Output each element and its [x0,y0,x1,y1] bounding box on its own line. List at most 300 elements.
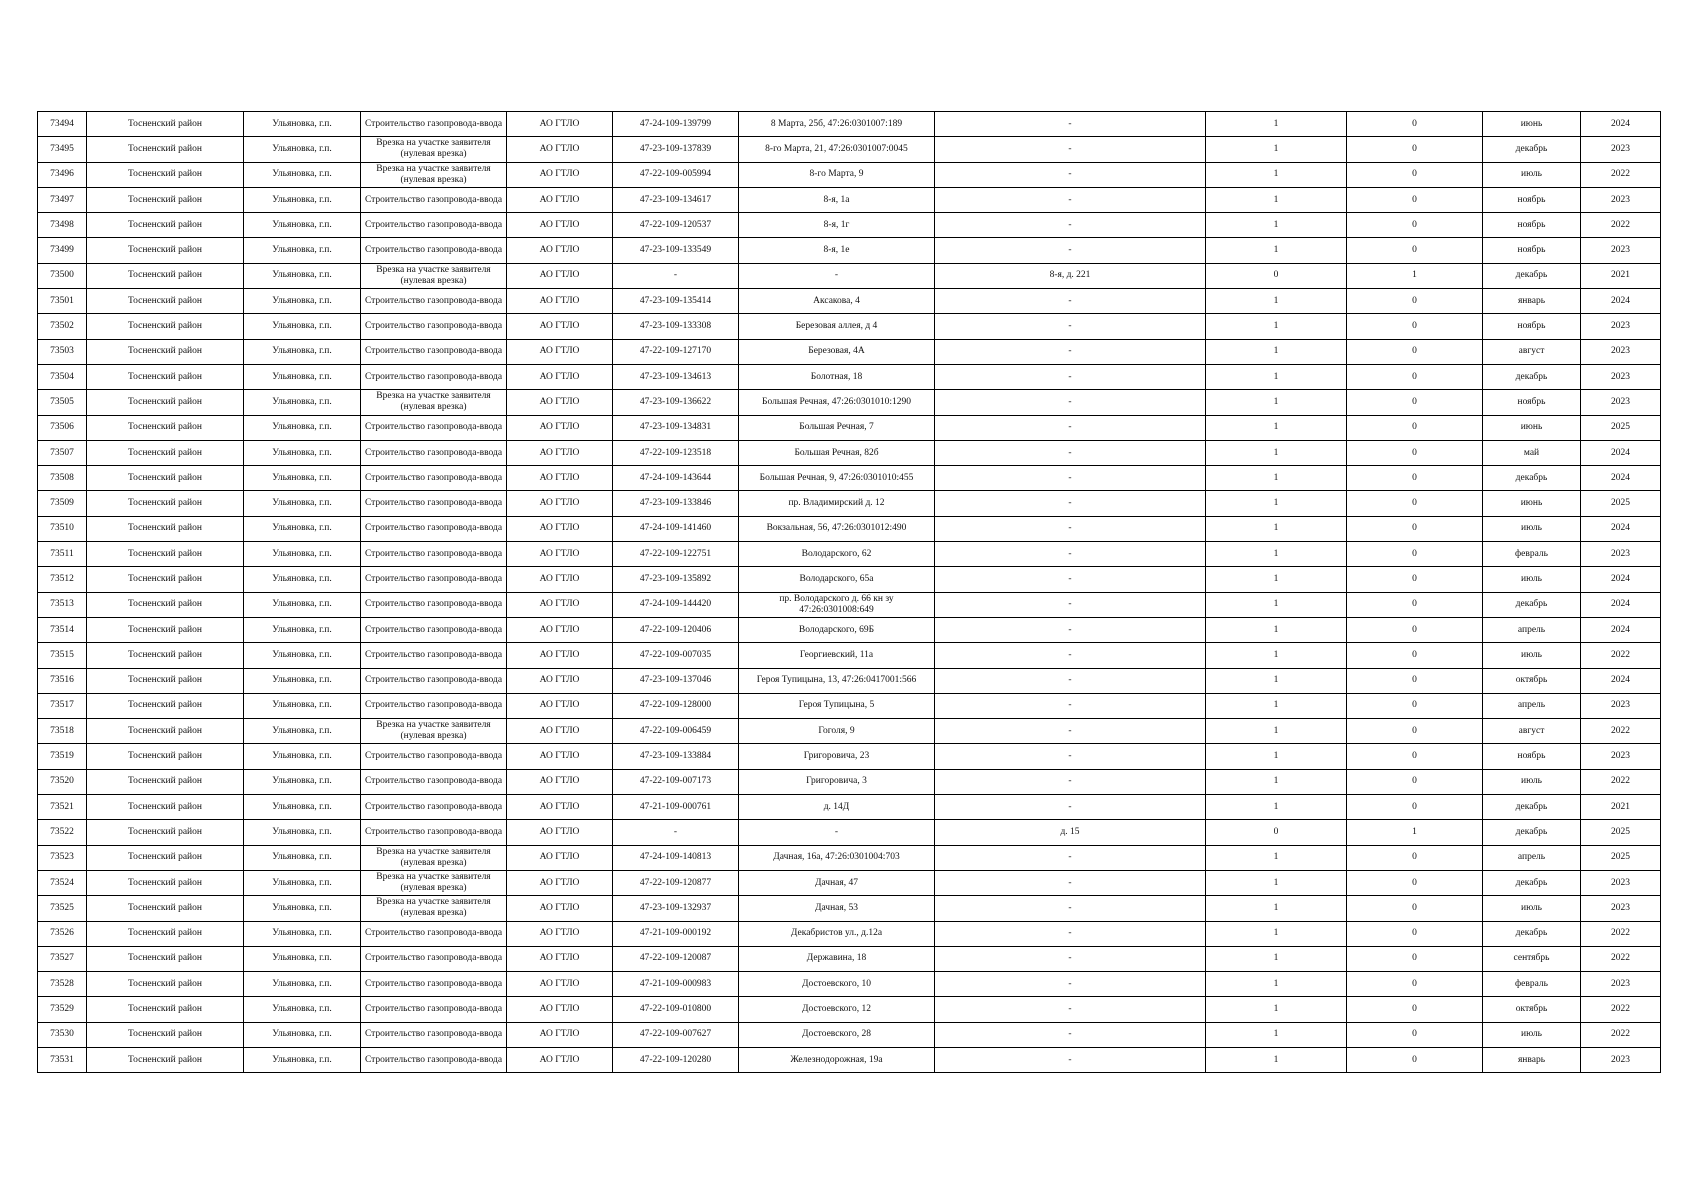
cell-organization: АО ГТЛО [507,668,613,693]
cell-alt-address: - [935,415,1206,440]
cell-work-type: Врезка на участке заявителя (нулевая врезка) [361,845,507,870]
cell-alt-address: - [935,187,1206,212]
cell-count-a: 1 [1206,516,1347,541]
cell-address: Большая Речная, 7 [739,415,935,440]
cell-year: 2023 [1581,339,1661,364]
cell-year: 2023 [1581,390,1661,415]
cell-contract-number: 47-22-109-120877 [613,870,739,895]
cell-year: 2022 [1581,162,1661,187]
cell-organization: АО ГТЛО [507,289,613,314]
cell-year: 2023 [1581,137,1661,162]
cell-count-a: 1 [1206,921,1347,946]
cell-month: июль [1483,769,1581,794]
cell-count-b: 0 [1347,617,1483,642]
cell-id: 73526 [38,921,87,946]
cell-organization: АО ГТЛО [507,643,613,668]
cell-count-b: 0 [1347,466,1483,491]
cell-count-a: 1 [1206,112,1347,137]
cell-month: январь [1483,289,1581,314]
cell-contract-number: 47-23-109-133549 [613,238,739,263]
cell-settlement: Ульяновка, г.п. [244,440,361,465]
cell-count-b: 0 [1347,112,1483,137]
cell-settlement: Ульяновка, г.п. [244,567,361,592]
cell-settlement: Ульяновка, г.п. [244,845,361,870]
cell-district: Тосненский район [87,390,244,415]
cell-count-a: 1 [1206,946,1347,971]
cell-contract-number: 47-23-109-135892 [613,567,739,592]
cell-alt-address: - [935,870,1206,895]
cell-count-a: 1 [1206,592,1347,617]
cell-month: декабрь [1483,870,1581,895]
cell-count-b: 0 [1347,440,1483,465]
cell-district: Тосненский район [87,162,244,187]
table-row [38,213,1661,238]
cell-work-type: Строительство газопровода-ввода [361,440,507,465]
cell-work-type: Строительство газопровода-ввода [361,795,507,820]
table-row [38,390,1661,415]
cell-count-b: 0 [1347,542,1483,567]
table-row [38,137,1661,162]
table-row [38,643,1661,668]
cell-alt-address: - [935,440,1206,465]
cell-alt-address: - [935,238,1206,263]
cell-organization: АО ГТЛО [507,440,613,465]
cell-count-b: 0 [1347,997,1483,1022]
cell-count-a: 1 [1206,1047,1347,1072]
cell-alt-address: - [935,693,1206,718]
cell-year: 2024 [1581,668,1661,693]
cell-district: Тосненский район [87,946,244,971]
cell-id: 73511 [38,542,87,567]
cell-work-type: Строительство газопровода-ввода [361,542,507,567]
cell-settlement: Ульяновка, г.п. [244,314,361,339]
cell-month: январь [1483,1047,1581,1072]
cell-alt-address: - [935,162,1206,187]
table-row [38,1047,1661,1072]
cell-district: Тосненский район [87,668,244,693]
cell-work-type: Строительство газопровода-ввода [361,592,507,617]
cell-organization: АО ГТЛО [507,542,613,567]
cell-year: 2024 [1581,466,1661,491]
cell-count-a: 1 [1206,314,1347,339]
cell-district: Тосненский район [87,997,244,1022]
cell-address: 8-го Марта, 21, 47:26:0301007:0045 [739,137,935,162]
table-row [38,921,1661,946]
cell-district: Тосненский район [87,364,244,389]
cell-work-type: Строительство газопровода-ввода [361,213,507,238]
cell-contract-number: 47-21-109-000983 [613,972,739,997]
cell-month: декабрь [1483,820,1581,845]
cell-id: 73496 [38,162,87,187]
cell-year: 2023 [1581,896,1661,921]
table-row [38,567,1661,592]
cell-year: 2021 [1581,795,1661,820]
cell-month: декабрь [1483,921,1581,946]
cell-month: октябрь [1483,997,1581,1022]
cell-work-type: Строительство газопровода-ввода [361,339,507,364]
cell-year: 2024 [1581,592,1661,617]
cell-month: август [1483,339,1581,364]
cell-year: 2025 [1581,415,1661,440]
cell-year: 2022 [1581,921,1661,946]
cell-month: август [1483,719,1581,744]
cell-id: 73530 [38,1022,87,1047]
cell-count-a: 1 [1206,289,1347,314]
cell-count-a: 1 [1206,719,1347,744]
cell-month: июль [1483,162,1581,187]
table-row [38,744,1661,769]
cell-id: 73513 [38,592,87,617]
cell-settlement: Ульяновка, г.п. [244,946,361,971]
cell-organization: АО ГТЛО [507,415,613,440]
table-row [38,592,1661,617]
cell-count-b: 0 [1347,137,1483,162]
cell-work-type: Строительство газопровода-ввода [361,112,507,137]
cell-count-a: 1 [1206,213,1347,238]
cell-organization: АО ГТЛО [507,491,613,516]
table-row [38,870,1661,895]
cell-organization: АО ГТЛО [507,162,613,187]
cell-address: Вокзальная, 56, 47:26:0301012:490 [739,516,935,541]
cell-settlement: Ульяновка, г.п. [244,137,361,162]
cell-address: 8 Марта, 25б, 47:26:0301007:189 [739,112,935,137]
cell-settlement: Ульяновка, г.п. [244,112,361,137]
cell-month: ноябрь [1483,238,1581,263]
cell-district: Тосненский район [87,921,244,946]
cell-id: 73504 [38,364,87,389]
cell-alt-address: - [935,466,1206,491]
cell-count-b: 0 [1347,921,1483,946]
cell-id: 73494 [38,112,87,137]
cell-organization: АО ГТЛО [507,364,613,389]
cell-work-type: Строительство газопровода-ввода [361,693,507,718]
table-row [38,238,1661,263]
cell-count-b: 0 [1347,187,1483,212]
cell-alt-address: - [935,744,1206,769]
cell-alt-address: - [935,972,1206,997]
cell-count-b: 0 [1347,390,1483,415]
cell-alt-address: - [935,946,1206,971]
cell-id: 73523 [38,845,87,870]
cell-count-b: 0 [1347,567,1483,592]
cell-month: декабрь [1483,364,1581,389]
table-row [38,364,1661,389]
cell-work-type: Строительство газопровода-ввода [361,238,507,263]
cell-id: 73497 [38,187,87,212]
cell-count-a: 1 [1206,744,1347,769]
cell-organization: АО ГТЛО [507,137,613,162]
cell-settlement: Ульяновка, г.п. [244,1022,361,1047]
cell-organization: АО ГТЛО [507,263,613,288]
cell-count-b: 0 [1347,972,1483,997]
cell-organization: АО ГТЛО [507,921,613,946]
cell-count-a: 1 [1206,466,1347,491]
cell-month: февраль [1483,542,1581,567]
cell-district: Тосненский район [87,466,244,491]
cell-month: июнь [1483,415,1581,440]
cell-address: Гоголя, 9 [739,719,935,744]
cell-organization: АО ГТЛО [507,997,613,1022]
cell-id: 73525 [38,896,87,921]
cell-id: 73512 [38,567,87,592]
cell-contract-number: 47-22-109-120406 [613,617,739,642]
cell-count-a: 1 [1206,440,1347,465]
cell-year: 2024 [1581,516,1661,541]
cell-id: 73517 [38,693,87,718]
cell-address: Володарского, 62 [739,542,935,567]
cell-year: 2024 [1581,289,1661,314]
cell-contract-number: 47-22-109-006459 [613,719,739,744]
cell-contract-number: 47-23-109-133308 [613,314,739,339]
cell-id: 73508 [38,466,87,491]
cell-year: 2023 [1581,972,1661,997]
cell-organization: АО ГТЛО [507,795,613,820]
cell-settlement: Ульяновка, г.п. [244,542,361,567]
cell-district: Тосненский район [87,1047,244,1072]
cell-work-type: Врезка на участке заявителя (нулевая врезка) [361,137,507,162]
cell-month: ноябрь [1483,187,1581,212]
cell-work-type: Врезка на участке заявителя (нулевая врезка) [361,870,507,895]
table-row [38,162,1661,187]
cell-year: 2024 [1581,112,1661,137]
cell-count-a: 1 [1206,1022,1347,1047]
table-row [38,491,1661,516]
cell-year: 2023 [1581,187,1661,212]
cell-address: 8-я, 1е [739,238,935,263]
table-row [38,617,1661,642]
cell-address: Болотная, 18 [739,364,935,389]
cell-year: 2021 [1581,263,1661,288]
cell-contract-number: 47-22-109-007035 [613,643,739,668]
cell-month: декабрь [1483,263,1581,288]
cell-contract-number: 47-24-109-139799 [613,112,739,137]
cell-month: июль [1483,516,1581,541]
cell-month: октябрь [1483,668,1581,693]
cell-district: Тосненский район [87,795,244,820]
cell-alt-address: - [935,896,1206,921]
cell-work-type: Строительство газопровода-ввода [361,364,507,389]
table-row [38,263,1661,288]
cell-district: Тосненский район [87,845,244,870]
cell-id: 73520 [38,769,87,794]
cell-id: 73518 [38,719,87,744]
cell-contract-number: 47-23-109-137839 [613,137,739,162]
cell-organization: АО ГТЛО [507,1022,613,1047]
cell-organization: АО ГТЛО [507,744,613,769]
cell-contract-number: 47-22-109-007627 [613,1022,739,1047]
cell-count-a: 1 [1206,491,1347,516]
cell-address: Григоровича, 23 [739,744,935,769]
cell-contract-number: 47-24-109-141460 [613,516,739,541]
cell-work-type: Строительство газопровода-ввода [361,769,507,794]
cell-organization: АО ГТЛО [507,1047,613,1072]
cell-contract-number: 47-23-109-134617 [613,187,739,212]
cell-count-b: 0 [1347,289,1483,314]
table-row [38,946,1661,971]
cell-address: пр. Владимирский д. 12 [739,491,935,516]
cell-district: Тосненский район [87,719,244,744]
cell-settlement: Ульяновка, г.п. [244,719,361,744]
cell-address: Железнодорожная, 19а [739,1047,935,1072]
cell-count-b: 0 [1347,592,1483,617]
cell-year: 2023 [1581,744,1661,769]
cell-month: ноябрь [1483,390,1581,415]
cell-alt-address: - [935,769,1206,794]
cell-work-type: Строительство газопровода-ввода [361,744,507,769]
cell-count-a: 1 [1206,972,1347,997]
cell-year: 2023 [1581,364,1661,389]
data-table [37,111,1661,1073]
cell-address: пр. Володарского д. 66 кн зу 47:26:0301008:649 [739,592,935,617]
cell-alt-address: - [935,617,1206,642]
cell-alt-address: - [935,314,1206,339]
cell-count-a: 1 [1206,567,1347,592]
cell-settlement: Ульяновка, г.п. [244,390,361,415]
cell-contract-number: 47-24-109-143644 [613,466,739,491]
cell-work-type: Строительство газопровода-ввода [361,946,507,971]
cell-month: ноябрь [1483,744,1581,769]
cell-address: 8-го Марта, 9 [739,162,935,187]
cell-organization: АО ГТЛО [507,972,613,997]
cell-alt-address: - [935,592,1206,617]
cell-count-b: 0 [1347,719,1483,744]
cell-count-b: 0 [1347,845,1483,870]
cell-count-a: 1 [1206,542,1347,567]
cell-settlement: Ульяновка, г.п. [244,263,361,288]
cell-alt-address: - [935,112,1206,137]
cell-alt-address: - [935,289,1206,314]
cell-id: 73528 [38,972,87,997]
cell-id: 73510 [38,516,87,541]
table-row [38,896,1661,921]
cell-contract-number: 47-22-109-010800 [613,997,739,1022]
cell-settlement: Ульяновка, г.п. [244,339,361,364]
cell-organization: АО ГТЛО [507,896,613,921]
cell-address: Аксакова, 4 [739,289,935,314]
cell-id: 73498 [38,213,87,238]
cell-work-type: Строительство газопровода-ввода [361,997,507,1022]
table-row [38,466,1661,491]
cell-settlement: Ульяновка, г.п. [244,289,361,314]
cell-address: Большая Речная, 82б [739,440,935,465]
cell-district: Тосненский район [87,415,244,440]
table-row [38,820,1661,845]
cell-id: 73522 [38,820,87,845]
cell-count-a: 1 [1206,238,1347,263]
cell-id: 73524 [38,870,87,895]
cell-district: Тосненский район [87,289,244,314]
cell-year: 2023 [1581,870,1661,895]
cell-district: Тосненский район [87,693,244,718]
cell-count-a: 1 [1206,162,1347,187]
cell-count-b: 0 [1347,364,1483,389]
cell-month: декабрь [1483,137,1581,162]
table-row [38,415,1661,440]
cell-district: Тосненский район [87,314,244,339]
cell-settlement: Ульяновка, г.п. [244,643,361,668]
cell-id: 73499 [38,238,87,263]
cell-count-b: 0 [1347,769,1483,794]
cell-contract-number: 47-22-109-128000 [613,693,739,718]
cell-contract-number: 47-24-109-144420 [613,592,739,617]
table-row [38,112,1661,137]
cell-organization: АО ГТЛО [507,187,613,212]
cell-year: 2024 [1581,567,1661,592]
cell-count-a: 0 [1206,263,1347,288]
cell-organization: АО ГТЛО [507,567,613,592]
cell-organization: АО ГТЛО [507,213,613,238]
cell-alt-address: - [935,137,1206,162]
cell-address: Героя Тупицына, 13, 47:26:0417001:566 [739,668,935,693]
cell-id: 73515 [38,643,87,668]
cell-count-a: 1 [1206,643,1347,668]
cell-year: 2023 [1581,1047,1661,1072]
cell-address: 8-я, 1а [739,187,935,212]
cell-count-a: 1 [1206,187,1347,212]
cell-count-a: 1 [1206,390,1347,415]
cell-alt-address: - [935,1047,1206,1072]
cell-work-type: Врезка на участке заявителя (нулевая врезка) [361,390,507,415]
cell-address: Дачная, 16а, 47:26:0301004:703 [739,845,935,870]
cell-year: 2022 [1581,1022,1661,1047]
cell-id: 73531 [38,1047,87,1072]
cell-count-a: 1 [1206,795,1347,820]
cell-alt-address: - [935,339,1206,364]
cell-address: Дачная, 47 [739,870,935,895]
cell-count-b: 0 [1347,870,1483,895]
cell-id: 73505 [38,390,87,415]
cell-district: Тосненский район [87,516,244,541]
cell-contract-number: 47-21-109-000761 [613,795,739,820]
table-row [38,187,1661,212]
table-row [38,668,1661,693]
cell-count-a: 1 [1206,693,1347,718]
cell-year: 2022 [1581,719,1661,744]
cell-contract-number: - [613,263,739,288]
cell-month: июль [1483,567,1581,592]
cell-contract-number: 47-22-109-007173 [613,769,739,794]
cell-settlement: Ульяновка, г.п. [244,769,361,794]
cell-work-type: Врезка на участке заявителя (нулевая врезка) [361,719,507,744]
cell-work-type: Строительство газопровода-ввода [361,617,507,642]
cell-work-type: Строительство газопровода-ввода [361,567,507,592]
cell-count-a: 1 [1206,997,1347,1022]
cell-work-type: Строительство газопровода-ввода [361,289,507,314]
cell-year: 2024 [1581,617,1661,642]
cell-id: 73495 [38,137,87,162]
cell-id: 73500 [38,263,87,288]
cell-month: июль [1483,896,1581,921]
cell-id: 73519 [38,744,87,769]
cell-settlement: Ульяновка, г.п. [244,187,361,212]
cell-address: Володарского, 69Б [739,617,935,642]
cell-contract-number: 47-23-109-137046 [613,668,739,693]
cell-address: Достоевского, 12 [739,997,935,1022]
cell-organization: АО ГТЛО [507,390,613,415]
cell-month: апрель [1483,617,1581,642]
cell-count-b: 1 [1347,263,1483,288]
cell-address: Володарского, 65а [739,567,935,592]
cell-district: Тосненский район [87,187,244,212]
cell-count-a: 1 [1206,415,1347,440]
cell-settlement: Ульяновка, г.п. [244,921,361,946]
cell-address: Георгиевский, 11а [739,643,935,668]
cell-alt-address: - [935,213,1206,238]
cell-settlement: Ульяновка, г.п. [244,668,361,693]
cell-count-b: 0 [1347,238,1483,263]
cell-month: ноябрь [1483,213,1581,238]
cell-month: сентябрь [1483,946,1581,971]
